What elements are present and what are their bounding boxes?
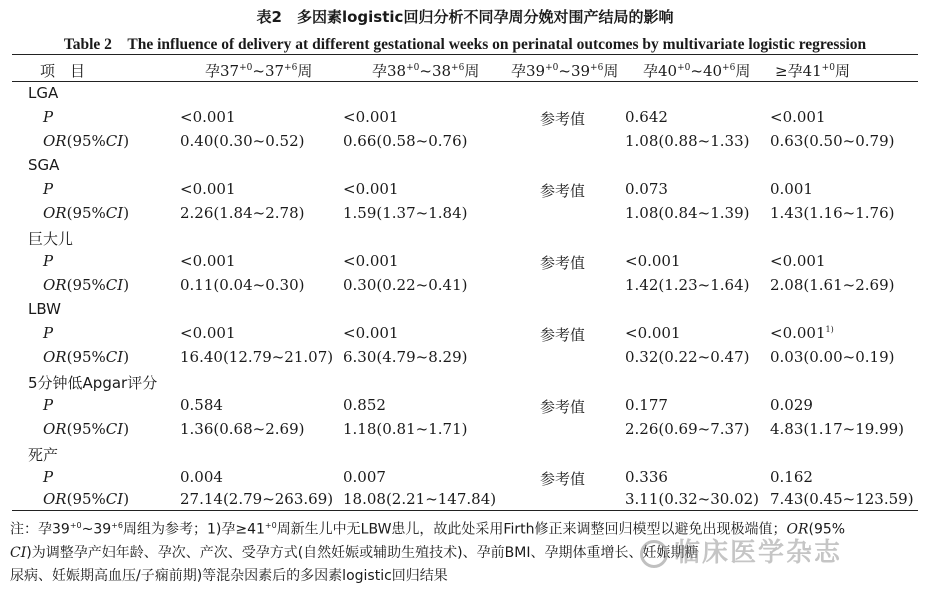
p-cell: <0.001 (343, 252, 399, 270)
p-cell: 0.004 (180, 468, 223, 486)
reference-cell: 参考值 (540, 326, 586, 344)
or-row-sga (0, 204, 930, 228)
p-cell: <0.001 (180, 108, 236, 126)
p-cell: <0.001 (180, 252, 236, 270)
reference-cell: 参考值 (540, 182, 586, 200)
or-cell: 0.11(0.04~0.30) (180, 276, 305, 294)
group-row-sga (0, 156, 930, 180)
p-label: P (43, 324, 54, 342)
or-cell: 2.26(1.84~2.78) (180, 204, 305, 222)
group-name: 巨大儿 (28, 230, 74, 248)
p-cell: 0.177 (625, 396, 668, 414)
p-cell: 0.642 (625, 108, 668, 126)
reference-cell: 参考值 (540, 470, 586, 488)
p-cell: 0.852 (343, 396, 386, 414)
or-cell: 1.59(1.37~1.84) (343, 204, 468, 222)
p-cell: <0.001 (343, 324, 399, 342)
or-cell: 0.32(0.22~0.47) (625, 348, 750, 366)
top-rule (12, 54, 918, 55)
or-cell: 4.83(1.17~19.99) (770, 420, 905, 438)
footnote-marker: 1) (825, 325, 834, 334)
group-name: SGA (28, 156, 60, 174)
group-row-macrosomia (0, 228, 930, 252)
group-name: LBW (28, 300, 61, 318)
or-cell: 3.11(0.32~30.02) (625, 490, 760, 508)
header-37w: 孕$37^{+0}\sim 37^{+6}$周 (205, 62, 313, 80)
p-label: P (43, 468, 54, 486)
header-38w: 孕$38^{+0}\sim 38^{+6}$周 (372, 62, 480, 80)
or-row-lga (0, 132, 930, 156)
p-cell: 0.001 (770, 180, 813, 198)
or-cell: 0.66(0.58~0.76) (343, 132, 468, 150)
group-name: 死产 (28, 446, 59, 464)
reference-cell: 参考值 (540, 110, 586, 128)
or-cell: 0.40(0.30~0.52) (180, 132, 305, 150)
p-cell: <0.001 (625, 252, 681, 270)
or-cell: 7.43(0.45~123.59) (770, 490, 914, 508)
or-cell: 1.08(0.84~1.39) (625, 204, 750, 222)
or-cell: 1.08(0.88~1.33) (625, 132, 750, 150)
or-row-lbw (0, 348, 930, 372)
p-row-stillbirth (0, 468, 930, 492)
p-label: P (43, 396, 54, 414)
p-row-lbw (0, 324, 930, 348)
reference-cell: 参考值 (540, 254, 586, 272)
table-title-en: Table 2 The influence of delivery at different gestational weeks on perinatal outcomes by multivariate logistic regression (63, 36, 867, 53)
or-cell: 0.30(0.22~0.41) (343, 276, 468, 294)
p-cell: 0.162 (770, 468, 813, 486)
p-cell: <0.001 (343, 108, 399, 126)
p-cell: <0.001 (180, 324, 236, 342)
or-cell: 16.40(12.79~21.07) (180, 348, 334, 366)
or-cell: 1.42(1.23~1.64) (625, 276, 750, 294)
p-row-macrosomia (0, 252, 930, 276)
group-row-lbw (0, 300, 930, 324)
wechat-logo-icon (640, 540, 668, 568)
p-cell: <0.001 (770, 108, 826, 126)
p-cell: <0.001 (343, 180, 399, 198)
p-label: P (43, 252, 54, 270)
p-cell: 0.336 (625, 468, 668, 486)
header-40w: 孕$40^{+0}\sim 40^{+6}$周 (643, 62, 751, 80)
p-cell: 0.007 (343, 468, 386, 486)
p-cell: $<0.001^{1)}$ (770, 324, 834, 342)
header-41w: ≥孕$41^{+0}$周 (775, 62, 850, 80)
or-row-apgar (0, 420, 930, 444)
footnote-line-3: 尿病、妊娠期高血压/子痫前期)等混杂因素后的多因素logistic回归结果 (10, 567, 448, 584)
or-label: OR(95%CI) (43, 420, 130, 438)
p-label: P (43, 108, 54, 126)
p-cell: <0.001 (180, 180, 236, 198)
footnote-line-1: 注：孕$39^{+0}\sim 39^{+6}$周组为参考；1)孕$\ge 41^{+0}$周新生儿中无LBW患儿，故此处采用Firth修正来调整回归模型以避免出现极端值；OR(95% (10, 521, 846, 538)
p-cell: <0.001 (770, 252, 826, 270)
p-cell: 0.584 (180, 396, 223, 414)
group-row-apgar (0, 372, 930, 396)
or-cell: 18.08(2.21~147.84) (343, 490, 497, 508)
header-39w: 孕$39^{+0}\sim 39^{+6}$周 (511, 62, 619, 80)
or-cell: 2.08(1.61~2.69) (770, 276, 895, 294)
p-row-sga (0, 180, 930, 204)
or-cell: 1.18(0.81~1.71) (343, 420, 468, 438)
or-cell: 0.63(0.50~0.79) (770, 132, 895, 150)
p-row-lga (0, 108, 930, 132)
or-cell: 6.30(4.79~8.29) (343, 348, 468, 366)
or-row-macrosomia (0, 276, 930, 300)
or-label: OR(95%CI) (43, 276, 130, 294)
or-cell: 27.14(2.79~263.69) (180, 490, 334, 508)
or-label: OR(95%CI) (43, 348, 130, 366)
or-label: OR(95%CI) (43, 490, 130, 508)
footnote-line-2: CI)为调整孕产妇年龄、孕次、产次、受孕方式(自然妊娠或辅助生殖技术)、孕前BMI、孕期体重增长、妊娠期糖 (10, 544, 699, 561)
reference-cell: 参考值 (540, 398, 586, 416)
group-row-lga (0, 84, 930, 108)
group-name: LGA (28, 84, 59, 102)
header-rule (12, 81, 918, 82)
or-cell: 1.36(0.68~2.69) (180, 420, 305, 438)
p-label: P (43, 180, 54, 198)
p-cell: 0.029 (770, 396, 813, 414)
or-cell: 2.26(0.69~7.37) (625, 420, 750, 438)
table-title-cn: 表2 多因素logistic回归分析不同孕周分娩对围产结局的影响 (256, 8, 674, 26)
or-label: OR(95%CI) (43, 132, 130, 150)
group-row-stillbirth (0, 444, 930, 468)
or-cell: 0.03(0.00~0.19) (770, 348, 895, 366)
p-cell: <0.001 (625, 324, 681, 342)
or-label: OR(95%CI) (43, 204, 130, 222)
header-item: 项 目 (40, 62, 86, 80)
bottom-rule (12, 510, 918, 511)
watermark: 临床医学杂志 (640, 532, 842, 569)
or-cell: 1.43(1.16~1.76) (770, 204, 895, 222)
group-name: 5分钟低Apgar评分 (28, 374, 158, 392)
p-cell: 0.073 (625, 180, 668, 198)
p-row-apgar (0, 396, 930, 420)
